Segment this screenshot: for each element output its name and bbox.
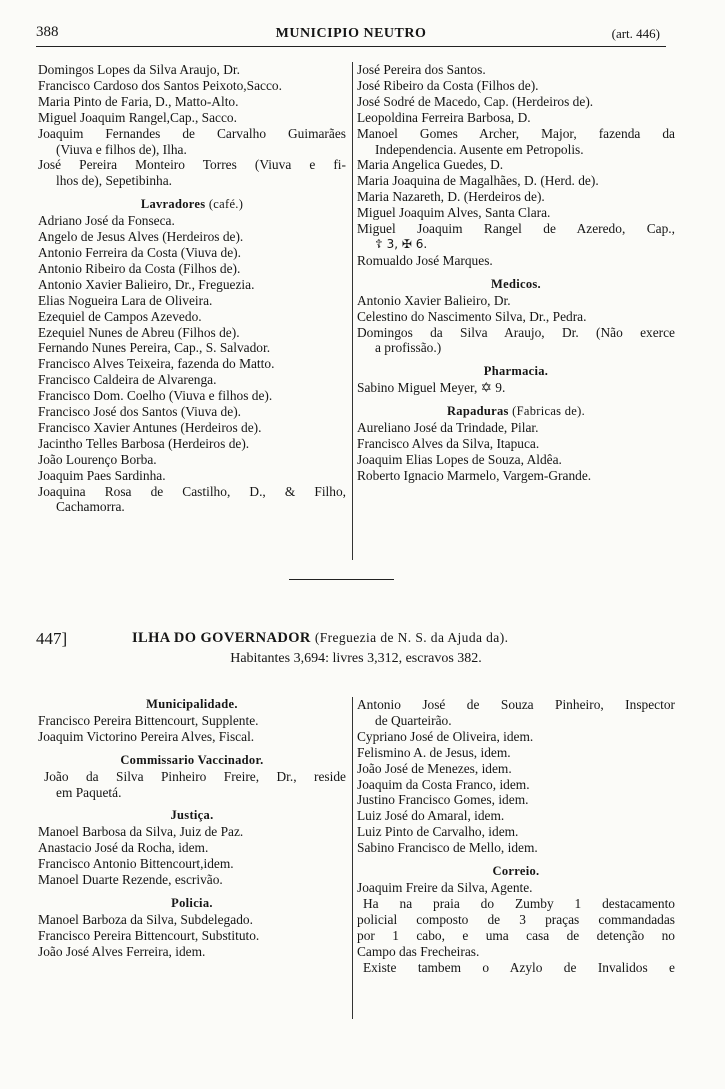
entry-text: Manoel Barboza da Silva, Subdelegado.	[38, 911, 253, 927]
entry-text: Sabino Miguel Meyer, ✡ 9.	[357, 380, 506, 396]
directory-entry	[38, 499, 346, 515]
section-subheading	[357, 864, 675, 880]
directory-entry	[357, 761, 675, 777]
subheading-text: Justiça.	[170, 808, 214, 823]
directory-entry	[38, 785, 346, 801]
entry-text: Francisco Caldeira de Alvarenga.	[38, 372, 217, 388]
directory-entry	[357, 221, 675, 237]
directory-entry	[357, 436, 675, 452]
section-name: ILHA DO GOVERNADOR	[132, 630, 311, 646]
entry-text: Independencia. Ausente em Petropolis.	[375, 141, 584, 157]
directory-entry	[357, 293, 675, 309]
entry-text: Manoel Duarte Rezende, escrivão.	[38, 872, 223, 888]
directory-entry	[38, 468, 346, 484]
entry-text: Ezequiel Nunes de Abreu (Filhos de).	[38, 324, 240, 340]
directory-entry	[357, 110, 675, 126]
directory-entry	[38, 213, 346, 229]
entry-text: Francisco Alves da Silva, Itapuca.	[357, 435, 540, 451]
entry-text: Francisco Cardoso dos Santos Peixoto,Sacco.	[38, 77, 282, 93]
entry-text: Maria Angelica Guedes, D.	[357, 157, 504, 173]
directory-entry	[38, 293, 346, 309]
directory-entry	[357, 325, 675, 341]
entry-text: Maria Nazareth, D. (Herdeiros de).	[357, 189, 545, 205]
entry-text: José Ribeiro da Costa (Filhos de).	[357, 77, 539, 93]
directory-entry	[38, 325, 346, 341]
entry-text: Aureliano José da Trindade, Pilar.	[357, 420, 539, 436]
directory-entry	[38, 912, 346, 928]
section-parish: (Freguezia de N. S. da Ajuda da).	[314, 630, 509, 645]
entry-text: Antonio Ferreira da Costa (Viuva de).	[38, 244, 241, 260]
section-subheading	[38, 197, 346, 213]
directory-entry	[38, 261, 346, 277]
directory-entry	[38, 372, 346, 388]
page-number: 388	[36, 24, 59, 40]
directory-entry	[38, 484, 346, 500]
subheading-note: (Fabricas de).	[512, 404, 586, 419]
directory-entry	[357, 126, 675, 142]
directory-entry	[38, 340, 346, 356]
entry-text: Luiz José do Amaral, idem.	[357, 808, 505, 824]
directory-entry	[357, 380, 675, 396]
directory-entry	[38, 856, 346, 872]
entry-text: Antonio Xavier Balieiro, Dr.	[357, 292, 511, 308]
directory-entry	[357, 237, 675, 253]
section-subheading	[357, 277, 675, 293]
section-subheading	[38, 808, 346, 824]
section-divider	[289, 579, 394, 580]
entry-text: Joaquim Freire da Silva, Agente.	[357, 879, 533, 895]
entry-text: Joaquim Paes Sardinha.	[38, 467, 166, 483]
entry-text: Manoel Gomes Archer, Major, fazenda da	[357, 125, 675, 141]
directory-entry	[38, 713, 346, 729]
section-subheading	[38, 697, 346, 713]
directory-entry	[357, 142, 675, 158]
entry-text: Francisco Xavier Antunes (Herdeiros de).	[38, 419, 262, 435]
directory-entry	[357, 452, 675, 468]
directory-entry	[38, 872, 346, 888]
directory-entry	[357, 697, 675, 713]
entry-text: José Sodré de Macedo, Cap. (Herdeiros de).	[357, 93, 594, 109]
directory-entry	[357, 777, 675, 793]
section-subheading	[38, 753, 346, 769]
entry-text: Antonio Ribeiro da Costa (Filhos de).	[38, 260, 241, 276]
entry-text: policial composto de 3 praças commandadas	[357, 911, 675, 927]
entry-text: João da Silva Pinheiro Freire, Dr., reside	[44, 768, 346, 784]
section1-left-column	[38, 62, 346, 515]
directory-entry	[357, 912, 675, 928]
page-header	[36, 22, 666, 47]
directory-entry	[38, 729, 346, 745]
directory-entry	[357, 824, 675, 840]
directory-entry	[357, 729, 675, 745]
directory-entry	[38, 78, 346, 94]
entry-text: Joaquim da Costa Franco, idem.	[357, 776, 530, 792]
entry-text: Campo das Frecheiras.	[357, 943, 480, 959]
directory-entry	[357, 309, 675, 325]
directory-entry	[357, 792, 675, 808]
section1-right-column	[352, 62, 675, 560]
entry-text: Sabino Francisco de Mello, idem.	[357, 840, 538, 856]
directory-entry	[357, 880, 675, 896]
directory-entry	[357, 944, 675, 960]
directory-entry	[357, 468, 675, 484]
entry-text: lhos de), Sepetibinha.	[56, 173, 173, 189]
entry-text: Roberto Ignacio Marmelo, Vargem-Grande.	[357, 467, 592, 483]
section-title	[132, 630, 508, 647]
entry-text: João Lourenço Borba.	[38, 451, 157, 467]
entry-text: Francisco Dom. Coelho (Viuva e filhos de).	[38, 388, 273, 404]
entry-text: Angelo de Jesus Alves (Herdeiros de).	[38, 229, 244, 245]
directory-entry	[38, 110, 346, 126]
directory-entry	[357, 928, 675, 944]
directory-entry	[38, 452, 346, 468]
entry-text: (Viuva e filhos de), Ilha.	[56, 141, 187, 157]
entry-text: Existe tambem o Azylo de Invalidos e	[363, 959, 675, 975]
section-subheading	[38, 896, 346, 912]
directory-entry	[357, 189, 675, 205]
population-line: Habitantes 3,694: livres 3,312, escravos 382.	[230, 651, 482, 666]
entry-text: Ezequiel de Campos Azevedo.	[38, 308, 202, 324]
entry-text: Elias Nogueira Lara de Oliveira.	[38, 292, 213, 308]
directory-entry	[38, 928, 346, 944]
directory-entry	[38, 94, 346, 110]
directory-entry	[38, 388, 346, 404]
directory-entry	[38, 142, 346, 158]
directory-entry	[38, 245, 346, 261]
subheading-text: Policia.	[171, 895, 213, 910]
directory-entry	[38, 173, 346, 189]
subheading-text: Correio.	[492, 864, 540, 879]
section2-left-column	[38, 697, 346, 960]
entry-text: Luiz Pinto de Carvalho, idem.	[357, 824, 519, 840]
running-title: MUNICIPIO NEUTRO	[275, 26, 427, 41]
entry-text: Felismino A. de Jesus, idem.	[357, 744, 511, 760]
entry-text: a profissão.)	[375, 340, 442, 356]
directory-entry	[357, 173, 675, 189]
subheading-text: Lavradores	[140, 197, 206, 212]
directory-entry	[357, 253, 675, 269]
entry-text: Leopoldina Ferreira Barbosa, D.	[357, 109, 531, 125]
entry-text: por 1 cabo, e uma casa de detenção no	[357, 927, 675, 943]
entry-text: Antonio José de Souza Pinheiro, Inspector	[357, 697, 675, 712]
entry-text: Francisco Antonio Bittencourt,idem.	[38, 856, 234, 872]
article-reference: (art. 446)	[611, 26, 660, 41]
directory-entry	[38, 229, 346, 245]
directory-entry	[357, 157, 675, 173]
directory-entry	[357, 745, 675, 761]
subheading-text: Municipalidade.	[146, 697, 238, 711]
entry-text: Miguel Joaquim Rangel,Cap., Sacco.	[38, 109, 237, 125]
entry-text: Cypriano José de Oliveira, idem.	[357, 728, 534, 744]
entry-text: Fernando Nunes Pereira, Cap., S. Salvador.	[38, 340, 271, 356]
directory-entry	[357, 896, 675, 912]
entry-text: Romualdo José Marques.	[357, 252, 493, 268]
entry-text: Adriano José da Fonseca.	[38, 213, 175, 229]
entry-text: Francisco Pereira Bittencourt, Supplente.	[38, 712, 259, 728]
entry-text: Anastacio José da Rocha, idem.	[38, 840, 209, 856]
entry-text: Manoel Barbosa da Silva, Juiz de Paz.	[38, 824, 244, 840]
entry-text: Domingos Lopes da Silva Araujo, Dr.	[38, 62, 240, 77]
directory-entry	[357, 205, 675, 221]
directory-entry	[38, 420, 346, 436]
directory-entry	[38, 62, 346, 78]
entry-text: Joaquim Fernandes de Carvalho Guimarães	[38, 125, 346, 141]
section-number: 447]	[36, 629, 68, 648]
entry-text: Domingos da Silva Araujo, Dr. (Não exerce	[357, 324, 675, 340]
directory-entry	[357, 808, 675, 824]
directory-entry	[357, 62, 675, 78]
directory-entry	[357, 340, 675, 356]
entry-text: Joaquim Victorino Pereira Alves, Fiscal.	[38, 728, 255, 744]
directory-entry	[357, 78, 675, 94]
entry-text: Miguel Joaquim Alves, Santa Clara.	[357, 205, 551, 221]
subheading-text: Rapaduras	[446, 404, 509, 419]
subheading-note: (café.)	[208, 197, 244, 212]
directory-entry	[38, 404, 346, 420]
entry-text: ☦ 3, ✠ 6.	[375, 236, 428, 251]
directory-entry	[38, 944, 346, 960]
subheading-text: Commissario Vaccinador.	[120, 752, 264, 767]
directory-entry	[357, 713, 675, 729]
entry-text: Maria Pinto de Faria, D., Matto-Alto.	[38, 93, 239, 109]
directory-entry	[357, 420, 675, 436]
subheading-text: Medicos.	[491, 276, 541, 291]
directory-entry	[38, 769, 346, 785]
section-subheading	[357, 404, 675, 420]
directory-entry	[38, 356, 346, 372]
directory-entry	[38, 126, 346, 142]
entry-text: Francisco Pereira Bittencourt, Substituto.	[38, 927, 260, 943]
directory-entry	[38, 309, 346, 325]
entry-text: Antonio Xavier Balieiro, Dr., Freguezia.	[38, 276, 255, 292]
directory-entry	[357, 94, 675, 110]
entry-text: João José Alves Ferreira, idem.	[38, 943, 206, 959]
entry-text: João José de Menezes, idem.	[357, 760, 512, 776]
directory-entry	[357, 840, 675, 856]
directory-entry	[38, 840, 346, 856]
directory-entry	[38, 157, 346, 173]
directory-entry	[38, 824, 346, 840]
entry-text: José Pereira Monteiro Torres (Viuva e fi-	[38, 157, 346, 173]
entry-text: Miguel Joaquim Rangel de Azeredo, Cap.,	[357, 221, 675, 237]
section-subheading	[357, 364, 675, 380]
entry-text: Francisco Alves Teixeira, fazenda do Matto.	[38, 356, 275, 372]
entry-text: Ha na praia do Zumby 1 destacamento	[363, 895, 675, 911]
directory-entry	[38, 436, 346, 452]
subheading-text: Pharmacia.	[483, 364, 549, 379]
entry-text: Justino Francisco Gomes, idem.	[357, 792, 529, 808]
entry-text: Celestino do Nascimento Silva, Dr., Pedra.	[357, 308, 587, 324]
entry-text: José Pereira dos Santos.	[357, 62, 486, 77]
directory-entry	[357, 960, 675, 976]
entry-text: Francisco José dos Santos (Viuva de).	[38, 404, 241, 420]
entry-text: de Quarteirão.	[375, 712, 452, 728]
entry-text: Joaquina Rosa de Castilho, D., & Filho,	[38, 483, 346, 499]
entry-text: Joaquim Elias Lopes de Souza, Aldêa.	[357, 451, 562, 467]
entry-text: Cachamorra.	[56, 499, 125, 515]
directory-entry	[38, 277, 346, 293]
section2-right-column	[352, 697, 675, 1019]
entry-text: Maria Joaquina de Magalhães, D. (Herd. de).	[357, 173, 599, 189]
entry-text: em Paquetá.	[56, 784, 122, 800]
entry-text: Jacintho Telles Barbosa (Herdeiros de).	[38, 435, 250, 451]
